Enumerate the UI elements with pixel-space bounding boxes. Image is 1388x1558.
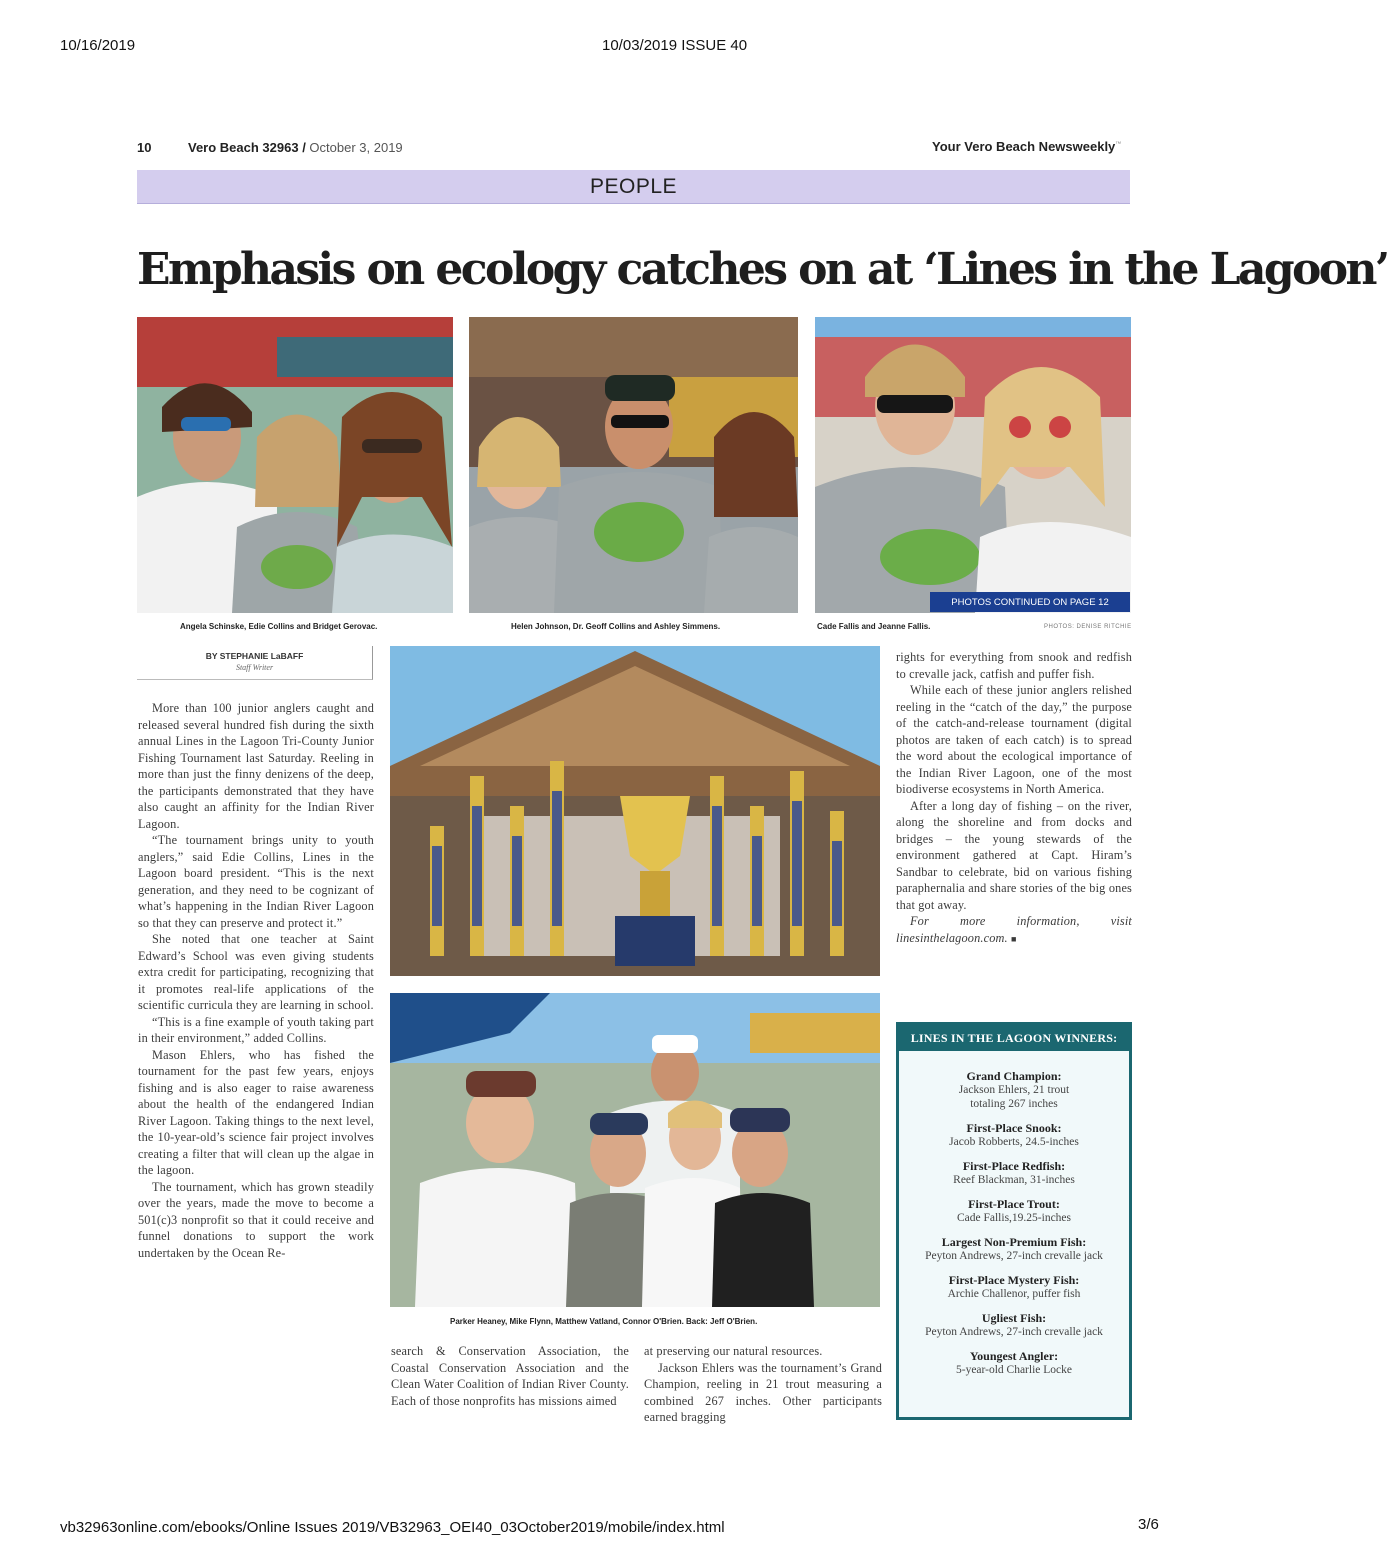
winner-category: First-Place Snook: — [966, 1121, 1062, 1135]
paragraph: More than 100 junior anglers caught and released several hundred fish during the sixth annual Lines in the Lagoon Tri-County Junior Fishing Tournament last Saturday. Reeling in more than just the finny denizens of the deep, the participants demonstrated that they have also caught an affinity for the Indian River Lagoon. — [138, 701, 374, 831]
photo-credit: PHOTOS: DENISE RITCHIE — [1044, 624, 1132, 630]
paragraph: search & Conservation Association, the Coastal Conservation Association and the Clean Water Coalition of Indian River County. Each of those nonprofits has missions aimed — [391, 1344, 629, 1408]
photos-continued-badge: PHOTOS CONTINUED ON PAGE 12 — [930, 592, 1130, 612]
page-number: 10 — [137, 140, 152, 155]
photo-kids — [390, 993, 880, 1307]
masthead-separator: / — [298, 140, 310, 155]
paragraph: Mason Ehlers, who has fished the tournament for the past few years, enjoys fishing and is also eager to raise awareness about the health of the endangered Indian River Lagoon. Taking things to the next level, the 10-year-old’s science fair project involves creating a filter that will clean up the algae in the lagoon. — [138, 1047, 374, 1177]
caption-photo-2: Helen Johnson, Dr. Geoff Collins and Ashley Simmens. — [511, 622, 721, 631]
winner-category: Grand Champion: — [966, 1069, 1062, 1083]
byline — [137, 646, 373, 680]
winner-item — [899, 1349, 1129, 1377]
photo-pair-3 — [815, 317, 1131, 613]
winners-title: LINES IN THE LAGOON WINNERS: — [899, 1025, 1129, 1051]
winner-name: Jackson Ehlers, 21 trout — [958, 1084, 1070, 1096]
winner-name: Peyton Andrews, 27-inch crevalle jack — [925, 1326, 1103, 1338]
section-bar — [137, 170, 1130, 204]
headline: Emphasis on ecology catches on at ‘Lines in the Lagoon’ — [137, 244, 1388, 295]
more-info-text: For more information, visit linesinthelagoon.com. — [896, 914, 1132, 945]
tagline-tm: ™ — [1115, 141, 1122, 148]
paragraph: After a long day of fishing – on the river, along the shoreline and from docks and bridges – the young stewards of the environment gathered at Capt. Hiram’s Sandbar to celebrate, bid on various fishing paraphernalia and share stories of the big ones that got away. — [896, 798, 1132, 912]
print-page-count: 3/6 — [1138, 1516, 1159, 1533]
winner-name: Reef Blackman, 31-inches — [953, 1174, 1075, 1186]
article-column-2 — [391, 1343, 629, 1427]
paragraph: rights for everything from snook and redfish to crevalle jack, catfish and puffer fish. — [896, 650, 1132, 681]
winner-item — [899, 1311, 1129, 1339]
winner-name: Jacob Robberts, 24.5-inches — [949, 1136, 1079, 1148]
winner-name: Peyton Andrews, 27-inch crevalle jack — [925, 1250, 1103, 1262]
winner-name: Archie Challenor, puffer fish — [947, 1288, 1081, 1300]
print-issue: 10/03/2019 ISSUE 40 — [602, 37, 748, 54]
winner-category: Youngest Angler: — [969, 1349, 1059, 1363]
winner-category: First-Place Trout: — [968, 1197, 1060, 1211]
winner-item — [899, 1121, 1129, 1149]
paragraph: While each of these junior anglers relished reeling in the “catch of the day,” the purpose of the catch-and-release tournament (digital photos are taken of each catch) is to spread the word about the ecological importance of the Indian River Lagoon, one of the most biodiverse ecosystems in North America. — [896, 683, 1132, 796]
winner-item — [899, 1273, 1129, 1301]
issue-date: October 3, 2019 — [309, 140, 403, 155]
winner-category: First-Place Mystery Fish: — [948, 1273, 1080, 1287]
winner-category: Largest Non-Premium Fish: — [941, 1235, 1087, 1249]
caption-photo-1: Angela Schinske, Edie Collins and Bridget Gerovac. — [180, 622, 378, 631]
paragraph: “This is a fine example of youth taking part in their environment,” added Collins. — [138, 1014, 374, 1045]
winner-item — [899, 1069, 1129, 1111]
winners-list — [899, 1051, 1129, 1377]
winner-category: First-Place Redfish: — [962, 1159, 1066, 1173]
winner-item — [899, 1159, 1129, 1187]
caption-kids-photo: Parker Heaney, Mike Flynn, Matthew Vatland, Connor O'Brien. Back: Jeff O'Brien. — [450, 1317, 758, 1326]
winner-item — [899, 1197, 1129, 1225]
paragraph: “The tournament brings unity to youth anglers,” said Edie Collins, Lines in the Lagoon board president. “This is the next generation, and they need to be cognizant of what’s happening in the Indian River Lagoon so that they can preserve and protect it.” — [138, 833, 374, 930]
article-column-3 — [644, 1343, 882, 1427]
caption-photo-3: Cade Fallis and Jeanne Fallis. — [817, 622, 931, 631]
winner-item — [899, 1235, 1129, 1263]
masthead — [188, 140, 403, 155]
winner-name: 5-year-old Charlie Locke — [956, 1364, 1072, 1376]
print-date: 10/16/2019 — [60, 37, 136, 54]
photo-group-2 — [469, 317, 798, 613]
photo-women-1 — [137, 317, 453, 613]
paragraph: at preserving our natural resources. — [644, 1344, 823, 1358]
winner-category: Ugliest Fish: — [981, 1311, 1047, 1325]
tagline-text: Your Vero Beach Newsweekly — [932, 139, 1116, 154]
article-column-1 — [138, 700, 374, 1426]
winner-name: Cade Fallis,19.25-inches — [956, 1212, 1072, 1224]
tagline — [932, 139, 1121, 154]
section-label: PEOPLE — [589, 174, 678, 198]
paragraph: The tournament, which has grown steadily over the years, made the move to become a 501(c)3 nonprofit so that it could receive and funnel donations to support the work undertaken by the Ocean Re- — [138, 1179, 374, 1260]
paragraph: Jackson Ehlers was the tournament’s Grand Champion, reeling in 21 trout measuring a combined 267 inches. Other participants earned bragging — [644, 1360, 882, 1424]
print-url[interactable]: vb32963online.com/ebooks/Online Issues 2019/VB32963_OEI40_03October2019/mobile/index.html — [60, 1519, 725, 1536]
winners-box — [896, 1022, 1132, 1420]
more-info-paragraph — [896, 913, 1132, 947]
paragraph: She noted that one teacher at Saint Edward’s School was even giving students extra credit for participating, recognizing that it promotes real-life applications of the scientific curricula they are learning in school. — [138, 932, 374, 1012]
article-column-4 — [896, 649, 1132, 1013]
byline-author: BY STEPHANIE LaBAFF — [205, 651, 304, 661]
winner-detail: totaling 267 inches — [970, 1098, 1058, 1110]
end-mark: ■ — [1011, 933, 1017, 944]
photo-trophies — [390, 646, 880, 976]
byline-role: Staff Writer — [235, 663, 274, 672]
publication-name: Vero Beach 32963 — [188, 140, 299, 155]
